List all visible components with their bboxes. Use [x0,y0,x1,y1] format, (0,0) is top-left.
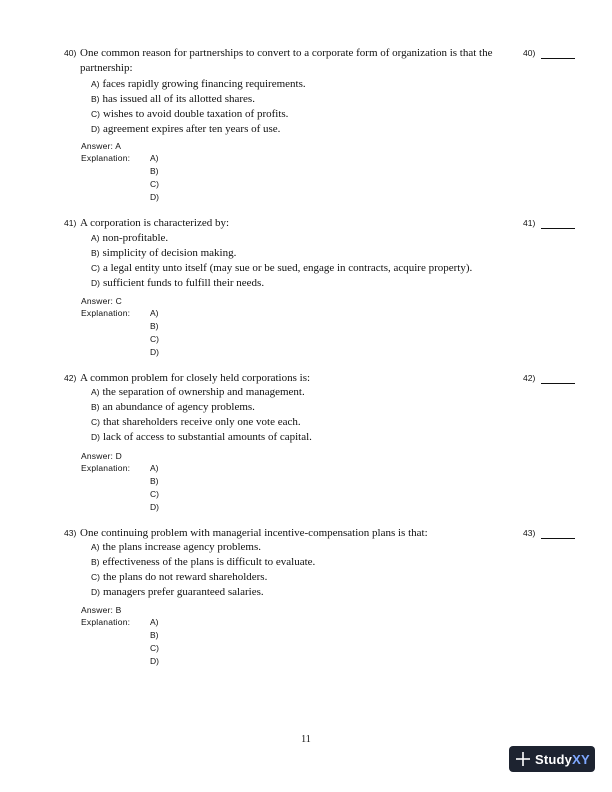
question-number: 43) [64,528,77,538]
option-b: B) an abundance of agency problems. [91,401,255,413]
option-d: D) lack of access to substantial amounts of capital. [91,431,312,443]
explanation-letter: A) [150,463,159,473]
answer-line: Answer: C [81,296,123,306]
answer-blank-number: 42) [523,373,536,383]
option-b: B) effectiveness of the plans is difficult to evaluate. [91,556,316,568]
explanation-letter: C) [150,489,159,499]
explanation-letter: C) [150,179,159,189]
plus-icon [515,751,531,767]
answer-line: Answer: D [81,451,123,461]
option-c: C) wishes to avoid double taxation of profits. [91,108,289,120]
question-number: 40) [64,48,77,58]
explanation-letter: D) [150,502,159,512]
explanation-letter: B) [150,476,159,486]
explanation-label: Explanation: [81,308,131,318]
explanation-letter: A) [150,308,159,318]
option-b: B) has issued all of its allotted shares. [91,93,255,105]
explanation-letter: B) [150,166,159,176]
answer-line: Answer: B [81,605,122,615]
option-a: A) the plans increase agency problems. [91,541,262,553]
answer-line: Answer: A [81,141,122,151]
question-number: 42) [64,373,77,383]
explanation-letter: A) [150,153,159,163]
option-c: C) the plans do not reward shareholders. [91,571,268,583]
explanation-label: Explanation: [81,617,131,627]
question-stem: A corporation is characterized by: [80,217,230,229]
explanation-label: Explanation: [81,153,131,163]
option-a: A) the separation of ownership and management. [91,386,305,398]
explanation-letter: C) [150,643,159,653]
answer-blank-line [541,58,575,59]
option-b: B) simplicity of decision making. [91,247,237,259]
explanation-letter: C) [150,334,159,344]
question-stem: One common reason for partnerships to convert to a corporate form of organization is that the partnership: [80,47,493,74]
explanation-letter: D) [150,656,159,666]
answer-blank-number: 41) [523,218,536,228]
explanation-letter: D) [150,192,159,202]
explanation-letter: A) [150,617,159,627]
page-number: 11 [301,734,311,745]
option-d: D) managers prefer guaranteed salaries. [91,586,264,598]
explanation-letter: D) [150,347,159,357]
explanation-label: Explanation: [81,463,131,473]
question-stem: A common problem for closely held corporations is: [80,372,311,384]
option-a: A) non-profitable. [91,232,169,244]
explanation-letter: B) [150,630,159,640]
answer-blank-line [541,538,575,539]
option-d: D) sufficient funds to fulfill their needs. [91,277,265,289]
answer-blank-number: 43) [523,528,536,538]
option-c: C) that shareholders receive only one vote each. [91,416,301,428]
question-number: 41) [64,218,77,228]
answer-blank-number: 40) [523,48,536,58]
option-d: D) agreement expires after ten years of use. [91,123,281,135]
brand-name: StudyXY [535,751,590,767]
option-c: C) a legal entity unto itself (may sue or be sued, engage in contracts, acquire property). [91,262,473,274]
answer-blank-line [541,228,575,229]
question-stem: One continuing problem with managerial incentive-compensation plans is that: [80,527,428,539]
studyxy-badge[interactable] [509,746,595,772]
option-a: A) faces rapidly growing financing requirements. [91,78,306,90]
answer-blank-line [541,383,575,384]
explanation-letter: B) [150,321,159,331]
